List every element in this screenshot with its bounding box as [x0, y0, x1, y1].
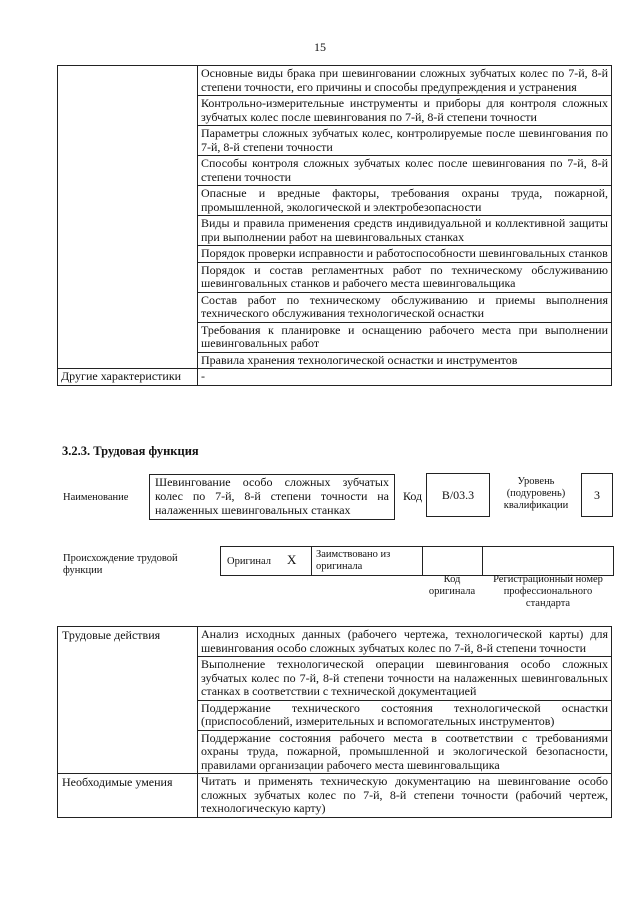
knowledge-table [57, 65, 612, 386]
actions-label: Трудовые действия [58, 627, 198, 774]
table-row [58, 774, 612, 818]
other-characteristics-value: - [198, 369, 612, 386]
knowledge-item: Виды и правила применения средств индивидуальной и коллективной защиты при выполнении работ на шевинговальных станках [198, 216, 612, 246]
function-name: Шевингование особо сложных зубчатых колес по 7-й, 8-й степени точности на налаженных шевинговальных станках [149, 474, 395, 520]
knowledge-item: Параметры сложных зубчатых колес, контролируемые после шевингования по 7-й, 8-й степени точности [198, 126, 612, 156]
table-row [58, 627, 612, 657]
function-code: B/03.3 [426, 473, 490, 517]
origin-code-cell [422, 546, 483, 576]
borrowed-label: Заимствовано из оригинала [316, 549, 391, 572]
page-number: 15 [314, 40, 326, 54]
section-title: 3.2.3. Трудовая функция [62, 444, 199, 458]
table-row [58, 66, 612, 96]
origin-row [220, 546, 614, 576]
original-label: Оригинал [227, 556, 271, 567]
knowledge-item: Способы контроля сложных зубчатых колес после шевингования по 7-й, 8-й степени точности [198, 156, 612, 186]
action-item: Выполнение технологической операции шевингования особо сложных зубчатых колес по 7-й, 8-й степени точности на налаженных шевинговальных станках в соответствии с технической документацией [198, 657, 612, 701]
knowledge-item: Порядок проверки исправности и работоспособности шевинговальных станков [198, 246, 612, 263]
knowledge-item: Контрольно-измерительные инструменты и приборы для контроля сложных зубчатых колес после шевингования по 7-й, 8-й степени точности [198, 96, 612, 126]
original-mark: X [287, 552, 297, 567]
knowledge-item: Порядок и состав регламентных работ по техническому обслуживанию шевинговальных станков и рабочего места шевинговальщика [198, 262, 612, 292]
origin-borrowed-cell [311, 546, 423, 576]
origin-label: Происхождение трудовой функции [63, 553, 178, 576]
qualification-level-label: Уровень (подуровень) квалификации [503, 476, 569, 511]
knowledge-item: Требования к планировке и оснащению рабочего места при выполнении шевинговальных работ [198, 322, 612, 352]
code-label: Код [403, 489, 423, 503]
knowledge-item: Правила хранения технологической оснастки и инструментов [198, 352, 612, 369]
labor-actions-table [57, 626, 612, 818]
knowledge-item: Основные виды брака при шевинговании сложных зубчатых колес по 7-й, 8-й степени точности, его причины и способы предупреждения и устранения [198, 66, 612, 96]
action-item: Поддержание состояния рабочего места в соответствии с требованиями охраны труда, пожарной, промышленной и экологической безопасности, правилами организации рабочего места шевинговальщика [198, 730, 612, 774]
knowledge-item: Опасные и вредные факторы, требования охраны труда, пожарной, промышленной, экологической и электробезопасности [198, 186, 612, 216]
other-characteristics-label: Другие характеристики [58, 369, 198, 386]
skills-label: Необходимые умения [58, 774, 198, 818]
knowledge-item: Состав работ по техническому обслуживанию и приемы выполнения технического обслуживания технологической оснастки [198, 292, 612, 322]
name-label: Наименование [63, 492, 129, 503]
reg-number-caption: Регистрационный номер профессионального стандарта [493, 574, 603, 609]
action-item: Анализ исходных данных (рабочего чертежа, технологической карты) для шевингования особо сложных зубчатых колес по 7-й, 8-й степени точности [198, 627, 612, 657]
origin-reg-cell [482, 546, 614, 576]
table-row [58, 369, 612, 386]
qualification-level: 3 [581, 473, 613, 517]
code-caption: Код оригинала [428, 574, 476, 597]
action-item: Поддержание технического состояния технологической оснастки (приспособлений, измерительных и вспомогательных инструментов) [198, 700, 612, 730]
skill-item: Читать и применять техническую документацию на шевингование особо сложных зубчатых колес по 7-й, 8-й степени точности (рабочий чертеж, технологическую карту) [198, 774, 612, 818]
knowledge-label-cell [58, 66, 198, 369]
origin-original-cell [220, 546, 312, 576]
